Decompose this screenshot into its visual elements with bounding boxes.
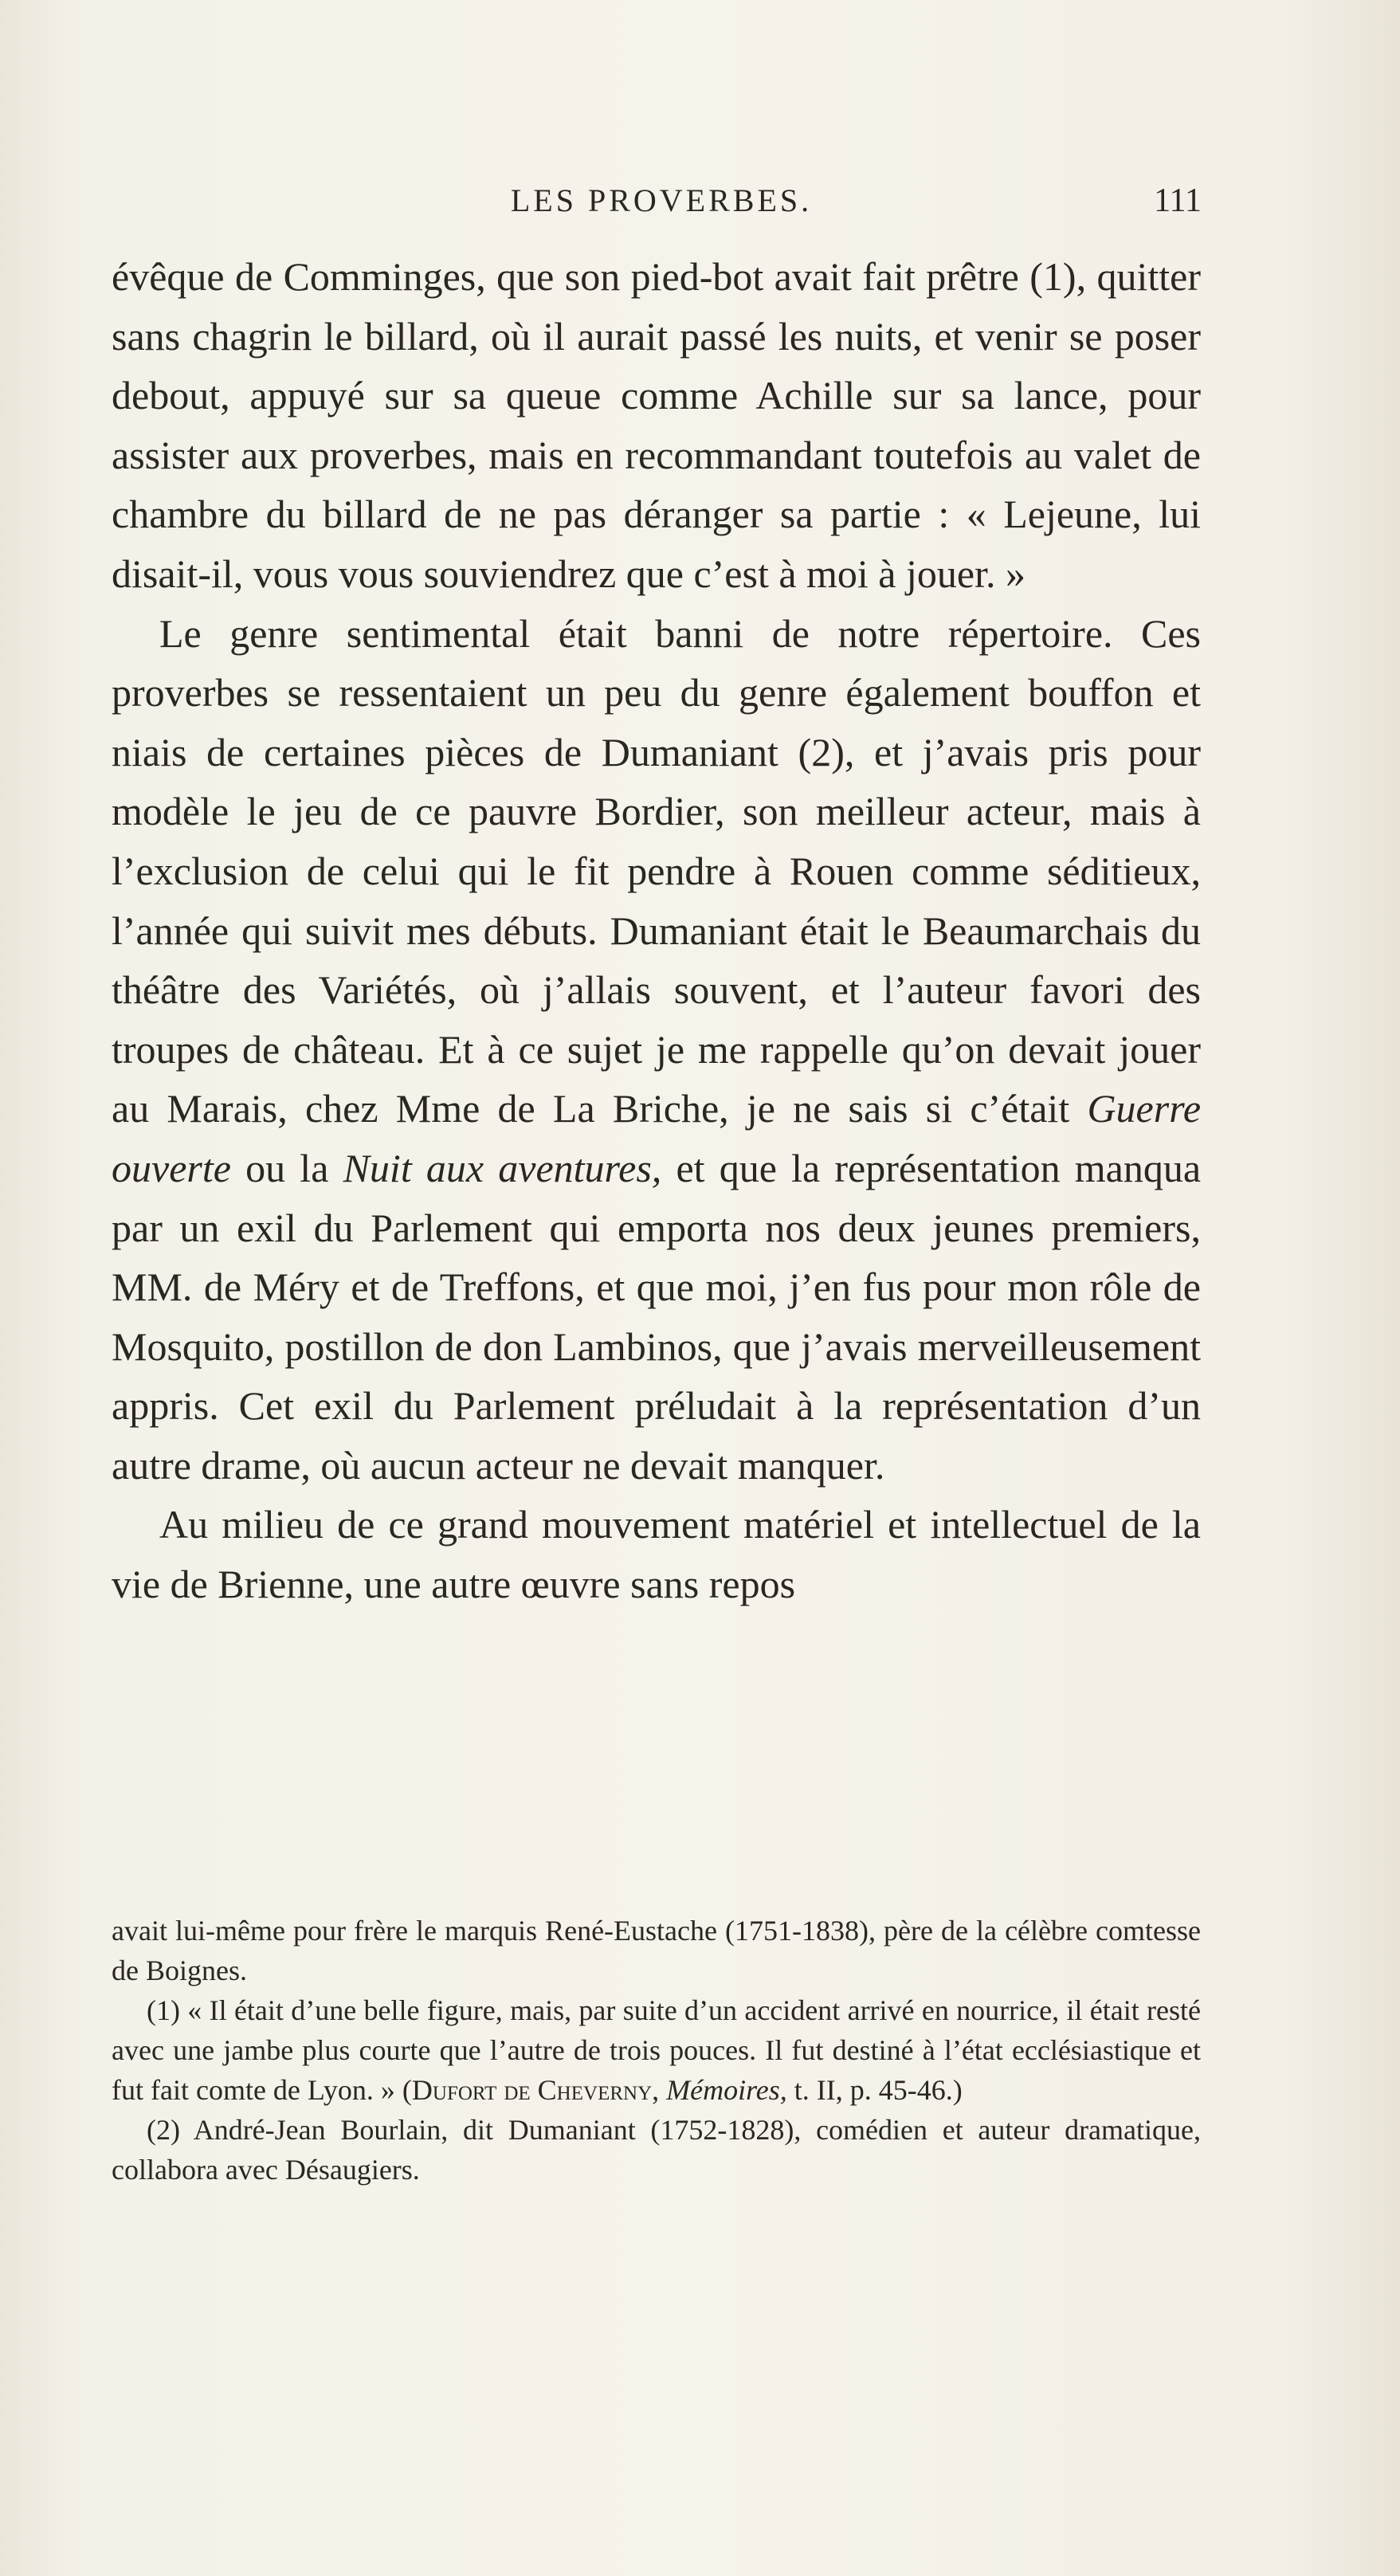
- play-title-guerre-ouverte: Guerre ouverte: [112, 1086, 1202, 1190]
- play-title-nuit-aux-aventures: Nuit aux aventures,: [343, 1145, 662, 1190]
- footnote-2: (2) André-Jean Bourlain, dit Dumaniant (1752-1828), comédien et auteur dramatique, collabora avec Désaugiers.: [112, 2114, 1201, 2186]
- footnotes: [112, 1911, 1201, 2190]
- paragraph-text: ou la: [245, 1145, 329, 1190]
- paragraph-text: Le genre sentimental était banni de notre répertoire. Ces proverbes se ressentaient un peu du genre également bouffon et niais de certaines pièces de Dumaniant (2), et j’avais pris pour modèle le jeu de ce pauvre Bordier, son meilleur acteur, mais à l’exclusion de celui qui le fit pendre à Rouen comme séditieux, l’année qui suivit mes débuts. Dumaniant était le Beaumarchais du théâtre des Variétés, où j’allais souvent, et l’auteur favori des troupes de château. Et à ce sujet je me rappelle qu’on devait jouer au Marais, chez Mme de La Briche, je ne sais si c’était: [112, 610, 1201, 1131]
- footnote-1-ref: t. II, p. 45-46.): [794, 2074, 963, 2106]
- footnote-1-text: (1) « Il était d’une belle figure, mais, par suite d’un accident arrivé en nourrice, il était resté avec une jambe plus courte que l’autre de trois pouces. Il fut destiné à l’état ecclésiastique et fut fait comte de Lyon. »: [112, 1994, 1201, 2106]
- main-text: [112, 247, 1201, 1614]
- running-head: [112, 182, 1211, 229]
- footnote-1-author: (Dufort de Cheverny,: [402, 2074, 660, 2106]
- paragraph-repertoire: [112, 604, 1201, 1496]
- paragraph-continued: évêque de Comminges, que son pied-bot avait fait prêtre (1), quitter sans chagrin le billard, où il aurait passé les nuits, et venir se poser debout, appuyé sur sa queue comme Achille sur sa lance, pour assister aux proverbes, mais en recommandant toutefois au valet de chambre du billard de ne pas déranger sa partie : « Lejeune, lui disait-il, vous vous souviendrez que c’est à moi à jouer. »: [112, 254, 1201, 596]
- paragraph-text: et que la représentation manqua par un exil du Parlement qui emporta nos deux jeunes premiers, MM. de Méry et de Treffons, et que moi, j’en fus pour mon rôle de Mosquito, postillon de don Lambinos, que j’avais merveilleusement appris. Cet exil du Parlement préludait à la représentation d’un autre drame, où aucun acteur ne devait manquer.: [112, 1145, 1202, 1488]
- footnote-continued: avait lui-même pour frère le marquis René-Eustache (1751-1838), père de la célèbre comtesse de Boignes.: [112, 1915, 1201, 1986]
- running-title: LES PROVERBES.: [510, 182, 813, 218]
- footnote-1: [112, 1990, 1201, 2110]
- paragraph-brienne: Au milieu de ce grand mouvement matériel et intellectuel de la vie de Brienne, une autre œuvre sans repos: [112, 1502, 1201, 1607]
- footnote-1-work: Mémoires,: [666, 2074, 787, 2106]
- page-number: 111: [1154, 182, 1202, 219]
